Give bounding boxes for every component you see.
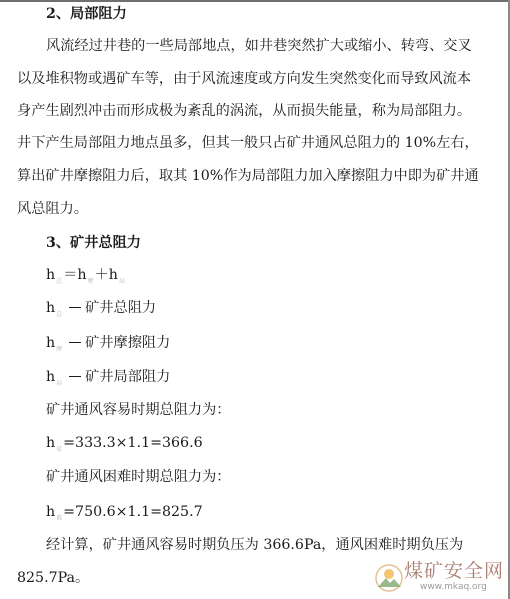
- definition-text: 矿井局部阻力: [85, 369, 171, 385]
- conclusion-line-1: 经计算，矿井通风容易时期负压为 366.6Pa，通风困难时期负压为: [46, 537, 464, 553]
- section-2-line-4: 井下产生局部阻力地点虽多，但其一般只占矿井通风总阻力的 10%左右，: [17, 135, 479, 151]
- definition-friction: [46, 334, 170, 359]
- section-2-line-2: 以及堆积物或遇矿车等，由于风流速度或方向发生突然变化而导致风流本: [17, 71, 472, 87]
- calc-symbol: h: [46, 435, 56, 451]
- section-2-line-6: 风总阻力。: [17, 201, 88, 217]
- definition-total: [46, 299, 156, 324]
- calc-symbol: h: [46, 504, 56, 520]
- window-top-border: [0, 0, 510, 2]
- definition-text: 矿井摩擦阻力: [85, 335, 171, 351]
- definition-subscript: 总: [56, 311, 63, 318]
- definition-text: 矿井总阻力: [85, 300, 157, 316]
- watermark-text: 煤矿安全网: [404, 560, 505, 582]
- calc-subscript: 难: [56, 515, 63, 522]
- site-watermark: [374, 560, 508, 596]
- calc-expression: =750.6×1.1=825.7: [63, 504, 203, 520]
- definition-subscript: 摩: [56, 346, 63, 353]
- em-dash: [69, 376, 81, 378]
- definition-symbol: h: [46, 300, 56, 316]
- section-2-line-3: 身产生剧烈冲击而形成极为紊乱的涡流，从而损失能量，称为局部阻力。: [17, 103, 472, 119]
- formula-equals-term: ＝h: [63, 267, 87, 283]
- formula-lhs: h: [46, 267, 56, 283]
- definition-subscript: 局: [56, 380, 63, 387]
- formula-term2-subscript: 局: [118, 278, 125, 285]
- easy-period-calculation: [46, 434, 203, 459]
- conclusion-line-2: 825.7Pa。: [17, 570, 90, 586]
- formula-lhs-subscript: 总: [56, 278, 63, 285]
- total-resistance-formula: [46, 266, 126, 291]
- hard-period-calculation: [46, 503, 203, 528]
- calc-expression: =333.3×1.1=366.6: [63, 435, 203, 451]
- formula-plus-term: ＋h: [94, 267, 118, 283]
- hard-period-label: 矿井通风困难时期总阻力为：: [46, 469, 231, 485]
- section-2-heading: 2、局部阻力: [46, 6, 127, 22]
- formula-term1-subscript: 摩: [87, 278, 94, 285]
- section-3-heading: 3、矿井总阻力: [46, 235, 141, 251]
- section-2-line-5: 算出矿井摩擦阻力后，取其 10%作为局部阻力加入摩擦阻力中即为矿井通: [17, 168, 479, 184]
- watermark-logo-icon: [374, 561, 404, 595]
- em-dash: [69, 342, 81, 344]
- calc-subscript: 易: [56, 446, 63, 453]
- definition-symbol: h: [46, 369, 56, 385]
- easy-period-label: 矿井通风容易时期总阻力为：: [46, 402, 231, 418]
- definition-symbol: h: [46, 335, 56, 351]
- watermark-url: www.mkaq.org: [420, 582, 487, 592]
- definition-local: [46, 368, 170, 393]
- section-2-line-1: 风流经过井巷的一些局部地点，如井巷突然扩大或缩小、转弯、交叉: [46, 38, 472, 54]
- em-dash: [69, 307, 81, 309]
